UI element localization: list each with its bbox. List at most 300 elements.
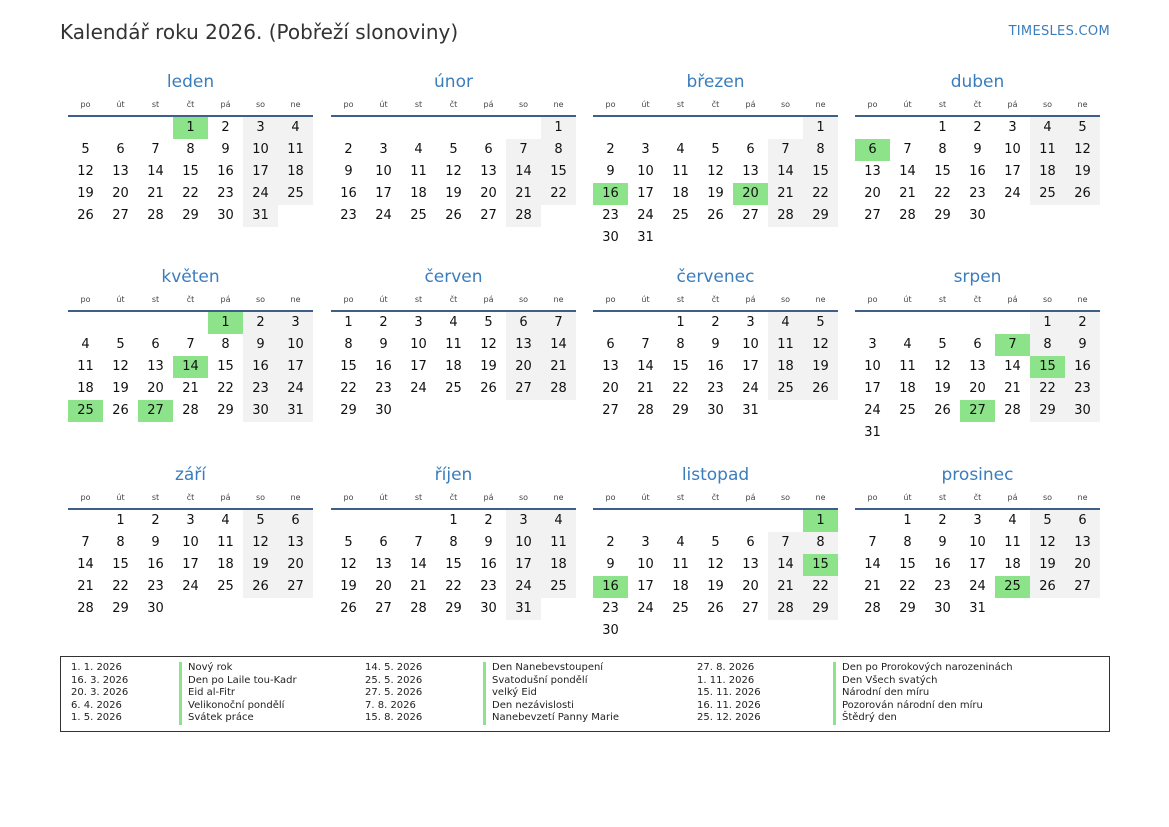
weekday-label: út	[641, 493, 650, 502]
day-cell: 28	[768, 598, 803, 620]
empty-cell	[995, 312, 1030, 334]
empty-cell	[768, 117, 803, 139]
empty-cell	[960, 422, 995, 444]
weekday-header	[855, 292, 1100, 308]
day-cell: 6	[506, 312, 541, 334]
day-cell: 31	[742, 403, 759, 418]
empty-cell	[995, 422, 1030, 444]
day-cell: 15	[217, 359, 234, 374]
day-cell: 21	[899, 186, 916, 201]
day-cell: 29	[445, 601, 462, 616]
day-cell: 6	[379, 535, 388, 550]
day-cell: 12	[1030, 532, 1065, 554]
day-cell: 18	[1030, 161, 1065, 183]
legend-column	[365, 662, 725, 725]
empty-cell	[506, 400, 541, 422]
day-cell: 2	[606, 142, 615, 157]
day-cell: 14	[541, 334, 576, 356]
day-cell: 12	[340, 557, 357, 572]
day-cell: 4	[278, 117, 313, 139]
day-cell: 27	[278, 576, 313, 598]
day-cell: 2	[221, 120, 230, 135]
empty-cell	[1065, 422, 1100, 444]
empty-cell	[890, 422, 925, 444]
holiday-name: Svatodušní pondělí	[483, 675, 587, 688]
weekday-label: čt	[711, 493, 720, 502]
day-cell: 4	[1008, 513, 1017, 528]
day-cell: 31	[243, 205, 278, 227]
day-cell: 1	[903, 513, 912, 528]
day-cell: 8	[116, 535, 125, 550]
empty-cell	[401, 510, 436, 532]
day-cell: 29	[934, 208, 951, 223]
weekday-label: út	[903, 493, 912, 502]
day-cell: 24	[864, 403, 881, 418]
day-cell: 5	[484, 315, 493, 330]
day-cell: 5	[1030, 510, 1065, 532]
day-cell: 1	[173, 117, 208, 139]
weekday-label: ne	[815, 295, 826, 304]
empty-cell	[471, 400, 506, 422]
empty-cell	[331, 510, 366, 532]
day-cell: 13	[742, 557, 759, 572]
day-cell: 5	[711, 142, 720, 157]
day-cell: 27	[112, 208, 129, 223]
weekday-label: út	[903, 295, 912, 304]
weekday-label: ne	[815, 100, 826, 109]
day-cell: 11	[541, 532, 576, 554]
day-cell: 11	[768, 334, 803, 356]
day-cell: 25	[541, 576, 576, 598]
day-cell: 16	[480, 557, 497, 572]
holiday-name: velký Eid	[483, 687, 537, 700]
day-cell: 6	[855, 139, 890, 161]
day-cell: 25	[68, 400, 103, 422]
day-cell: 5	[803, 312, 838, 334]
day-cell: 23	[340, 208, 357, 223]
holiday-name: Nanebevzetí Panny Marie	[483, 712, 619, 725]
day-cell: 21	[506, 183, 541, 205]
weekday-header	[593, 292, 838, 308]
day-cell: 24	[410, 381, 427, 396]
day-cell: 15	[182, 164, 199, 179]
day-cell: 7	[81, 535, 90, 550]
day-cell: 12	[803, 334, 838, 356]
weekday-header	[68, 490, 313, 506]
empty-cell	[1030, 205, 1065, 227]
weekday-label: út	[379, 493, 388, 502]
day-cell: 27	[864, 208, 881, 223]
day-cell: 10	[410, 337, 427, 352]
day-cell: 29	[112, 601, 129, 616]
weekday-label: so	[1042, 493, 1053, 502]
day-cell: 21	[768, 576, 803, 598]
day-cell: 9	[484, 535, 493, 550]
day-cell: 28	[506, 205, 541, 227]
day-cell: 14	[637, 359, 654, 374]
legend-row	[365, 687, 725, 700]
weekday-label: pá	[220, 295, 231, 304]
empty-cell	[995, 205, 1030, 227]
empty-cell	[541, 400, 576, 422]
day-cell: 9	[1065, 334, 1100, 356]
day-cell: 2	[938, 513, 947, 528]
weekday-label: čt	[186, 295, 195, 304]
day-cell: 4	[903, 337, 912, 352]
day-cell: 3	[868, 337, 877, 352]
day-cell: 20	[375, 579, 392, 594]
day-cell: 19	[112, 381, 129, 396]
legend-row	[697, 662, 1057, 675]
day-cell: 8	[903, 535, 912, 550]
day-cell: 4	[768, 312, 803, 334]
day-cell: 25	[278, 183, 313, 205]
holiday-name: Národní den míru	[833, 687, 929, 700]
day-cell: 17	[375, 186, 392, 201]
day-cell: 16	[147, 557, 164, 572]
day-cell: 5	[938, 337, 947, 352]
day-cell: 19	[243, 554, 278, 576]
weekday-label: so	[1042, 295, 1053, 304]
day-cell: 16	[217, 164, 234, 179]
day-cell: 9	[938, 535, 947, 550]
weekday-label: út	[116, 295, 125, 304]
legend-row	[697, 675, 1057, 688]
weekday-label: so	[780, 493, 791, 502]
month-name: srpen	[953, 267, 1002, 287]
day-cell: 8	[449, 535, 458, 550]
day-cell: 7	[768, 532, 803, 554]
day-cell: 27	[506, 378, 541, 400]
day-cell: 7	[868, 535, 877, 550]
day-cell: 24	[278, 378, 313, 400]
day-cell: 27	[1065, 576, 1100, 598]
day-cell: 15	[445, 557, 462, 572]
weekday-header	[593, 490, 838, 506]
day-cell: 19	[445, 186, 462, 201]
day-cell: 2	[711, 315, 720, 330]
weekday-label: čt	[449, 100, 458, 109]
day-cell: 30	[375, 403, 392, 418]
weekday-label: st	[938, 100, 947, 109]
day-cell: 24	[637, 208, 654, 223]
empty-cell	[278, 205, 313, 227]
holiday-name: Svátek práce	[179, 712, 254, 725]
day-cell: 24	[1004, 186, 1021, 201]
day-cell: 14	[410, 557, 427, 572]
weekday-label: pá	[745, 100, 756, 109]
day-cell: 27	[602, 403, 619, 418]
day-cell: 17	[742, 359, 759, 374]
day-cell: 28	[768, 205, 803, 227]
day-cell: 8	[1030, 334, 1065, 356]
day-cell: 19	[707, 579, 724, 594]
day-cell: 29	[803, 598, 838, 620]
day-cell: 6	[484, 142, 493, 157]
day-cell: 4	[414, 142, 423, 157]
day-cell: 30	[707, 403, 724, 418]
day-grid	[855, 312, 1100, 444]
empty-cell	[960, 312, 995, 334]
day-cell: 17	[637, 186, 654, 201]
day-cell: 9	[151, 535, 160, 550]
day-cell: 8	[676, 337, 685, 352]
weekday-header	[68, 97, 313, 113]
day-cell: 22	[217, 381, 234, 396]
day-cell: 2	[344, 142, 353, 157]
weekday-label: po	[343, 295, 354, 304]
empty-cell	[366, 510, 401, 532]
day-cell: 10	[243, 139, 278, 161]
legend-row	[365, 700, 725, 713]
day-grid	[68, 117, 313, 227]
day-cell: 20	[480, 186, 497, 201]
day-cell: 24	[969, 579, 986, 594]
weekday-label: čt	[186, 100, 195, 109]
day-cell: 3	[379, 142, 388, 157]
holiday-date: 1. 1. 2026	[71, 662, 122, 673]
day-cell: 11	[445, 337, 462, 352]
day-cell: 30	[969, 208, 986, 223]
holiday-date: 16. 11. 2026	[697, 699, 761, 711]
weekday-label: čt	[711, 295, 720, 304]
month-name: říjen	[434, 465, 473, 485]
weekday-label: út	[903, 100, 912, 109]
month-11	[593, 466, 838, 642]
day-cell: 2	[151, 513, 160, 528]
day-cell: 30	[147, 601, 164, 616]
holiday-date: 1. 5. 2026	[71, 712, 122, 723]
empty-cell	[173, 312, 208, 334]
day-cell: 29	[1030, 400, 1065, 422]
day-cell: 21	[541, 356, 576, 378]
weekday-label: so	[518, 295, 529, 304]
day-cell: 7	[541, 312, 576, 334]
holiday-date: 15. 11. 2026	[697, 687, 761, 698]
day-cell: 1	[344, 315, 353, 330]
day-cell: 16	[243, 356, 278, 378]
day-cell: 1	[1030, 312, 1065, 334]
empty-cell	[628, 510, 663, 532]
empty-cell	[855, 312, 890, 334]
weekday-label: st	[151, 100, 160, 109]
day-cell: 21	[182, 381, 199, 396]
day-cell: 27	[480, 208, 497, 223]
weekday-label: pá	[1007, 295, 1018, 304]
day-cell: 17	[864, 381, 881, 396]
month-5	[68, 268, 313, 422]
day-cell: 23	[375, 381, 392, 396]
day-cell: 18	[541, 554, 576, 576]
day-cell: 24	[506, 576, 541, 598]
day-cell: 1	[208, 312, 243, 334]
day-cell: 20	[733, 183, 768, 205]
weekday-label: so	[1042, 100, 1053, 109]
month-name: září	[174, 465, 207, 485]
day-cell: 31	[969, 601, 986, 616]
day-cell: 1	[938, 120, 947, 135]
weekday-label: st	[414, 295, 423, 304]
weekday-label: so	[518, 493, 529, 502]
day-cell: 13	[375, 557, 392, 572]
day-cell: 9	[243, 334, 278, 356]
day-cell: 21	[147, 186, 164, 201]
day-cell: 25	[410, 208, 427, 223]
month-8	[855, 268, 1100, 444]
weekday-label: ne	[290, 295, 301, 304]
day-cell: 6	[746, 142, 755, 157]
day-cell: 6	[1065, 510, 1100, 532]
day-cell: 21	[864, 579, 881, 594]
day-cell: 10	[637, 557, 654, 572]
day-cell: 12	[1065, 139, 1100, 161]
weekday-label: pá	[1007, 100, 1018, 109]
day-cell: 20	[864, 186, 881, 201]
day-cell: 15	[541, 161, 576, 183]
month-name: červenec	[676, 267, 755, 287]
day-cell: 24	[375, 208, 392, 223]
weekday-label: so	[780, 100, 791, 109]
weekday-label: so	[255, 100, 266, 109]
day-cell: 1	[541, 117, 576, 139]
day-cell: 16	[593, 183, 628, 205]
day-cell: 4	[449, 315, 458, 330]
day-cell: 23	[147, 579, 164, 594]
day-cell: 9	[711, 337, 720, 352]
empty-cell	[1030, 422, 1065, 444]
day-cell: 16	[593, 576, 628, 598]
day-cell: 27	[742, 601, 759, 616]
day-cell: 3	[414, 315, 423, 330]
day-cell: 10	[637, 164, 654, 179]
weekday-label: po	[80, 100, 91, 109]
weekday-label: ne	[290, 100, 301, 109]
legend-row	[365, 675, 725, 688]
site-link[interactable]: TIMESLES.COM	[1008, 24, 1110, 39]
day-cell: 19	[340, 579, 357, 594]
day-cell: 14	[147, 164, 164, 179]
weekday-label: čt	[973, 493, 982, 502]
day-cell: 3	[1008, 120, 1017, 135]
empty-cell	[541, 598, 576, 620]
day-cell: 8	[803, 532, 838, 554]
day-cell: 1	[803, 117, 838, 139]
day-cell: 19	[77, 186, 94, 201]
day-cell: 9	[606, 164, 615, 179]
day-cell: 6	[278, 510, 313, 532]
day-grid	[855, 117, 1100, 227]
month-name: listopad	[681, 465, 750, 485]
day-cell: 18	[672, 579, 689, 594]
day-grid	[593, 117, 838, 249]
day-cell: 10	[278, 334, 313, 356]
day-grid	[68, 312, 313, 422]
day-cell: 20	[147, 381, 164, 396]
day-cell: 7	[151, 142, 160, 157]
day-cell: 24	[182, 579, 199, 594]
month-name: leden	[166, 72, 215, 92]
day-cell: 23	[1065, 378, 1100, 400]
month-name: červen	[424, 267, 483, 287]
day-cell: 27	[742, 208, 759, 223]
day-cell: 23	[602, 601, 619, 616]
day-cell: 30	[934, 601, 951, 616]
day-cell: 2	[379, 315, 388, 330]
weekday-header	[331, 490, 576, 506]
empty-cell	[995, 598, 1030, 620]
day-cell: 4	[221, 513, 230, 528]
weekday-label: út	[116, 100, 125, 109]
empty-cell	[138, 312, 173, 334]
day-cell: 3	[641, 142, 650, 157]
day-cell: 7	[414, 535, 423, 550]
day-cell: 28	[637, 403, 654, 418]
weekday-label: ne	[1077, 100, 1088, 109]
legend-row	[697, 712, 1057, 725]
day-cell: 28	[182, 403, 199, 418]
day-grid	[593, 312, 838, 422]
weekday-label: so	[780, 295, 791, 304]
day-cell: 28	[147, 208, 164, 223]
day-cell: 20	[278, 554, 313, 576]
empty-cell	[593, 312, 628, 334]
day-cell: 15	[803, 161, 838, 183]
month-12	[855, 466, 1100, 620]
day-cell: 12	[112, 359, 129, 374]
weekday-label: pá	[483, 493, 494, 502]
day-cell: 26	[707, 208, 724, 223]
month-2	[331, 73, 576, 227]
weekday-label: st	[676, 295, 685, 304]
weekday-label: čt	[711, 100, 720, 109]
weekday-label: po	[80, 493, 91, 502]
empty-cell	[68, 510, 103, 532]
weekday-label: po	[867, 295, 878, 304]
weekday-label: po	[343, 100, 354, 109]
day-cell: 5	[243, 510, 278, 532]
day-cell: 31	[637, 230, 654, 245]
day-cell: 17	[410, 359, 427, 374]
day-grid	[855, 510, 1100, 620]
empty-cell	[436, 400, 471, 422]
day-cell: 19	[803, 356, 838, 378]
day-grid	[331, 117, 576, 227]
day-cell: 18	[445, 359, 462, 374]
holiday-date: 16. 3. 2026	[71, 674, 129, 686]
empty-cell	[628, 312, 663, 334]
day-cell: 18	[899, 381, 916, 396]
weekday-label: po	[605, 493, 616, 502]
weekday-label: ne	[553, 295, 564, 304]
day-cell: 31	[506, 598, 541, 620]
day-cell: 23	[217, 186, 234, 201]
month-7	[593, 268, 838, 422]
day-cell: 21	[410, 579, 427, 594]
day-cell: 16	[934, 557, 951, 572]
day-cell: 7	[186, 337, 195, 352]
day-cell: 11	[672, 557, 689, 572]
day-cell: 16	[1065, 356, 1100, 378]
day-cell: 19	[934, 381, 951, 396]
day-cell: 3	[506, 510, 541, 532]
holiday-name: Den po Prorokových narozeninách	[833, 662, 1013, 675]
month-1	[68, 73, 313, 227]
day-cell: 12	[707, 164, 724, 179]
day-cell: 12	[445, 164, 462, 179]
day-cell: 22	[445, 579, 462, 594]
holiday-date: 6. 4. 2026	[71, 699, 122, 711]
empty-cell	[471, 117, 506, 139]
